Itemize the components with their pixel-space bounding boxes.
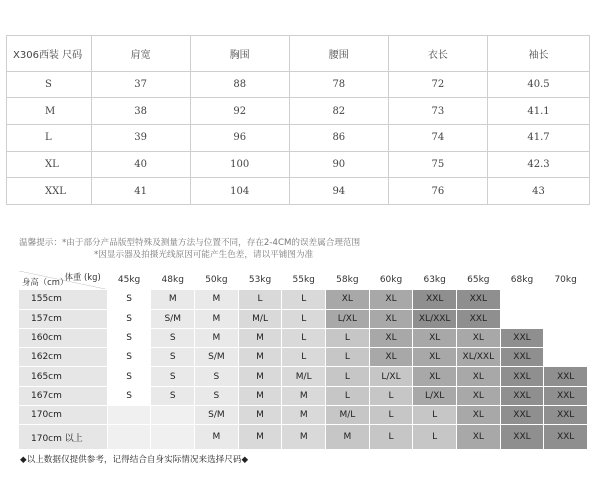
size-header-cell: 衣长 bbox=[388, 36, 487, 72]
measure-cell: 94 bbox=[289, 178, 388, 205]
size-label: XXL bbox=[7, 178, 92, 205]
fit-size-cell: XXL bbox=[500, 386, 544, 405]
fit-size-cell: XL bbox=[413, 367, 457, 386]
fit-size-cell: M bbox=[195, 309, 239, 328]
fit-row bbox=[19, 425, 588, 450]
size-label: XL bbox=[7, 151, 92, 178]
fit-row bbox=[19, 290, 588, 309]
fit-size-cell: M/L bbox=[282, 367, 326, 386]
notice-line-1: 温馨提示：*由于部分产品版型特殊及测量方法与位置不同，存在2-4CM的误差属合理范围 bbox=[19, 238, 361, 248]
fit-size-cell: L bbox=[282, 348, 326, 367]
measure-cell: 41.7 bbox=[487, 124, 589, 151]
fit-size-cell: M bbox=[238, 348, 282, 367]
fit-size-cell: S bbox=[107, 386, 151, 405]
fit-row bbox=[19, 406, 588, 425]
fit-size-cell bbox=[151, 425, 195, 450]
size-label: M bbox=[7, 98, 92, 125]
fit-size-cell: M/L bbox=[326, 406, 370, 425]
fit-size-cell: S/M bbox=[195, 406, 239, 425]
notice-line-2: *因显示器及拍摄光线原因可能产生色差，请以平铺图为准 bbox=[94, 250, 314, 260]
fit-size-cell: XXL bbox=[413, 290, 457, 309]
measure-cell: 74 bbox=[388, 124, 487, 151]
fit-size-cell: L bbox=[282, 328, 326, 347]
fit-size-cell: L/XL bbox=[369, 367, 413, 386]
fit-size-cell bbox=[107, 425, 151, 450]
fit-size-cell: XL bbox=[413, 348, 457, 367]
fit-size-cell: S bbox=[107, 367, 151, 386]
size-header-cell: 肩宽 bbox=[91, 36, 190, 72]
weight-header: 60kg bbox=[369, 271, 413, 290]
fit-size-cell: XL bbox=[457, 386, 501, 405]
height-label: 170cm bbox=[19, 406, 108, 425]
fit-size-cell: XXL bbox=[544, 406, 588, 425]
size-table-header bbox=[7, 36, 590, 72]
footer-note: ◆以上数据仅提供参考，记得结合自身实际情况来选择尺码◆ bbox=[20, 455, 249, 465]
size-label: L bbox=[7, 124, 92, 151]
measure-cell: 96 bbox=[190, 124, 289, 151]
fit-size-cell: L bbox=[413, 406, 457, 425]
fit-size-cell bbox=[544, 309, 588, 328]
measure-cell: 40.5 bbox=[487, 71, 589, 98]
fit-row bbox=[19, 309, 588, 328]
measure-cell: 78 bbox=[289, 71, 388, 98]
measure-cell: 76 bbox=[388, 178, 487, 205]
fit-size-cell bbox=[500, 309, 544, 328]
weight-header: 50kg bbox=[195, 271, 239, 290]
size-header-cell: X306西装 尺码 bbox=[7, 36, 92, 72]
height-label: 167cm bbox=[19, 386, 108, 405]
fit-table bbox=[18, 270, 588, 450]
height-label: 162cm bbox=[19, 348, 108, 367]
fit-row bbox=[19, 367, 588, 386]
measure-cell: 72 bbox=[388, 71, 487, 98]
fit-size-cell: L/XL bbox=[413, 386, 457, 405]
fit-size-cell: S/M bbox=[151, 309, 195, 328]
measure-cell: 41 bbox=[91, 178, 190, 205]
size-row bbox=[7, 124, 590, 151]
fit-size-cell: M bbox=[195, 290, 239, 309]
fit-size-cell: M bbox=[238, 367, 282, 386]
fit-size-cell: XXL bbox=[544, 386, 588, 405]
fit-table-corner bbox=[19, 271, 108, 290]
measure-cell: 82 bbox=[289, 98, 388, 125]
height-axis-label: 身高（cm） bbox=[22, 277, 69, 288]
height-label: 157cm bbox=[19, 309, 108, 328]
size-row bbox=[7, 98, 590, 125]
fit-size-cell: S bbox=[151, 367, 195, 386]
fit-size-cell: M bbox=[238, 406, 282, 425]
measure-cell: 86 bbox=[289, 124, 388, 151]
weight-header: 48kg bbox=[151, 271, 195, 290]
fit-size-cell: S bbox=[107, 290, 151, 309]
fit-row bbox=[19, 328, 588, 347]
size-label: S bbox=[7, 71, 92, 98]
fit-size-cell: S bbox=[107, 348, 151, 367]
fit-size-cell: XXL bbox=[500, 348, 544, 367]
weight-header: 58kg bbox=[326, 271, 370, 290]
fit-size-cell: S bbox=[151, 328, 195, 347]
fit-size-cell: M bbox=[282, 386, 326, 405]
fit-size-cell: XXL bbox=[457, 309, 501, 328]
measure-cell: 73 bbox=[388, 98, 487, 125]
fit-size-cell: S bbox=[107, 309, 151, 328]
fit-size-cell: L bbox=[326, 367, 370, 386]
weight-axis-label: 体重 (kg) bbox=[64, 272, 101, 282]
fit-size-cell: XL bbox=[457, 328, 501, 347]
fit-table-header bbox=[19, 271, 588, 290]
fit-size-cell: XL bbox=[369, 348, 413, 367]
fit-size-cell bbox=[544, 348, 588, 367]
fit-size-cell: L bbox=[326, 328, 370, 347]
measure-cell: 37 bbox=[91, 71, 190, 98]
fit-size-cell: M bbox=[282, 406, 326, 425]
weight-header: 45kg bbox=[107, 271, 151, 290]
size-row bbox=[7, 178, 590, 205]
fit-size-cell: M bbox=[151, 290, 195, 309]
height-label: 155cm bbox=[19, 290, 108, 309]
fit-row bbox=[19, 348, 588, 367]
fit-size-cell: M bbox=[195, 328, 239, 347]
fit-size-cell: L bbox=[326, 386, 370, 405]
fit-size-cell: L bbox=[282, 309, 326, 328]
measure-cell: 40 bbox=[91, 151, 190, 178]
fit-size-cell: XXL bbox=[500, 406, 544, 425]
fit-size-cell: L bbox=[413, 425, 457, 450]
size-row bbox=[7, 151, 590, 178]
fit-size-cell: L bbox=[369, 406, 413, 425]
fit-size-cell: XXL bbox=[500, 425, 544, 450]
measure-cell: 41.1 bbox=[487, 98, 589, 125]
weight-header: 68kg bbox=[500, 271, 544, 290]
measure-cell: 100 bbox=[190, 151, 289, 178]
measure-cell: 75 bbox=[388, 151, 487, 178]
height-label: 165cm bbox=[19, 367, 108, 386]
fit-size-cell bbox=[500, 290, 544, 309]
fit-size-cell bbox=[544, 290, 588, 309]
measure-cell: 38 bbox=[91, 98, 190, 125]
fit-size-cell: L bbox=[326, 348, 370, 367]
weight-header: 70kg bbox=[544, 271, 588, 290]
fit-size-cell bbox=[107, 406, 151, 425]
height-label: 160cm bbox=[19, 328, 108, 347]
fit-size-cell: L bbox=[369, 425, 413, 450]
fit-size-cell: XL/XXL bbox=[413, 309, 457, 328]
fit-size-cell: M bbox=[238, 386, 282, 405]
measure-cell: 43 bbox=[487, 178, 589, 205]
weight-header: 53kg bbox=[238, 271, 282, 290]
size-row bbox=[7, 71, 590, 98]
fit-size-cell: XL bbox=[457, 406, 501, 425]
fit-size-cell: M bbox=[238, 425, 282, 450]
fit-size-cell: M bbox=[238, 328, 282, 347]
size-header-cell: 腰围 bbox=[289, 36, 388, 72]
fit-size-cell: XL bbox=[369, 328, 413, 347]
fit-size-cell: XL bbox=[326, 290, 370, 309]
weight-header: 55kg bbox=[282, 271, 326, 290]
size-header-cell: 胸围 bbox=[190, 36, 289, 72]
measure-cell: 88 bbox=[190, 71, 289, 98]
fit-size-cell: L bbox=[238, 290, 282, 309]
fit-size-cell: M bbox=[282, 425, 326, 450]
weight-header: 65kg bbox=[457, 271, 501, 290]
size-header-cell: 袖长 bbox=[487, 36, 589, 72]
fit-size-cell: L bbox=[369, 386, 413, 405]
weight-header: 63kg bbox=[413, 271, 457, 290]
fit-row bbox=[19, 386, 588, 405]
size-table bbox=[6, 35, 590, 205]
fit-size-cell: L/XL bbox=[326, 309, 370, 328]
fit-size-cell: XL bbox=[457, 367, 501, 386]
fit-size-cell: XXL bbox=[544, 367, 588, 386]
measure-cell: 90 bbox=[289, 151, 388, 178]
fit-size-cell: XXL bbox=[544, 425, 588, 450]
fit-size-cell: S bbox=[151, 386, 195, 405]
fit-size-cell: M bbox=[195, 425, 239, 450]
fit-size-cell bbox=[544, 328, 588, 347]
fit-size-cell: M bbox=[326, 425, 370, 450]
fit-size-cell: XL bbox=[413, 328, 457, 347]
fit-size-cell: S bbox=[107, 328, 151, 347]
measure-cell: 42.3 bbox=[487, 151, 589, 178]
fit-size-cell: S bbox=[195, 367, 239, 386]
fit-size-cell: S bbox=[151, 348, 195, 367]
fit-size-cell: S/M bbox=[195, 348, 239, 367]
measure-cell: 104 bbox=[190, 178, 289, 205]
fit-size-cell: XL bbox=[369, 309, 413, 328]
fit-size-cell: XL/XXL bbox=[457, 348, 501, 367]
fit-size-cell: L bbox=[282, 290, 326, 309]
fit-size-cell: XXL bbox=[500, 328, 544, 347]
measure-cell: 92 bbox=[190, 98, 289, 125]
height-label: 170cm 以上 bbox=[19, 425, 108, 450]
fit-size-cell: XL bbox=[369, 290, 413, 309]
fit-size-cell: XXL bbox=[500, 367, 544, 386]
fit-size-cell: XXL bbox=[457, 290, 501, 309]
measure-cell: 39 bbox=[91, 124, 190, 151]
fit-size-cell bbox=[151, 406, 195, 425]
fit-size-cell: XL bbox=[457, 425, 501, 450]
fit-size-cell: M/L bbox=[238, 309, 282, 328]
fit-size-cell: S bbox=[195, 386, 239, 405]
